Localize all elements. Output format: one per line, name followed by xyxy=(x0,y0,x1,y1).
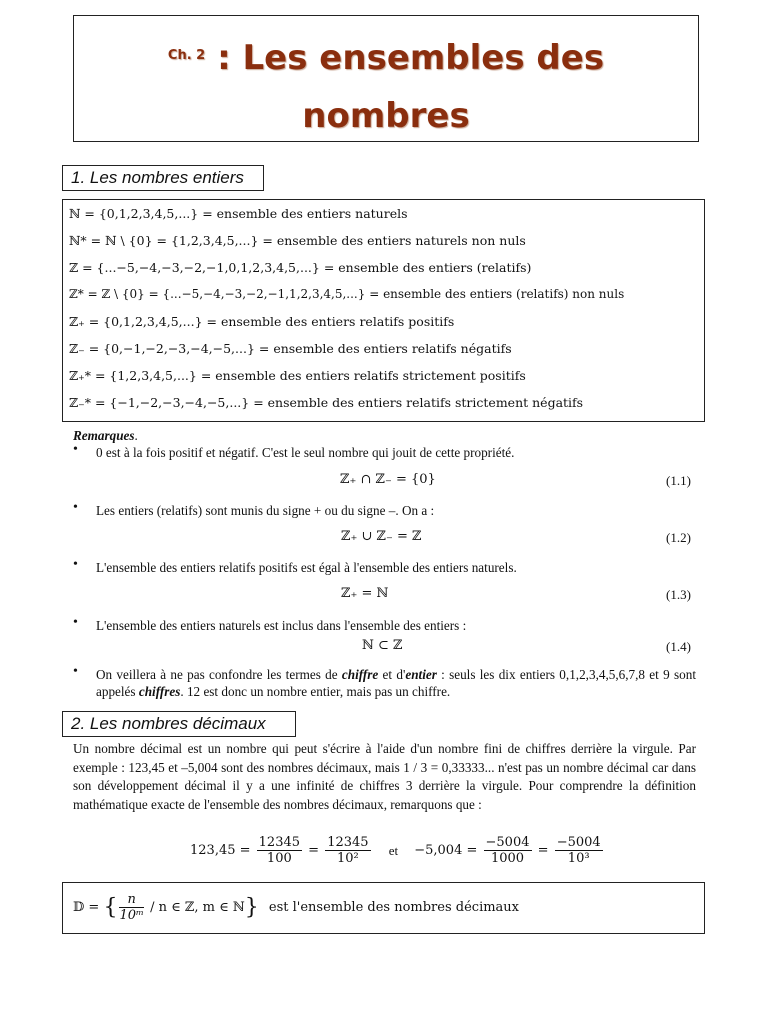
remark-5-part3: : seuls les dix entiers 0,1,2,3,4,5,6,7,8 et 9 sont appelés xyxy=(96,667,696,699)
term-chiffre: chiffre xyxy=(341,667,379,682)
decimal-fraction xyxy=(119,892,144,923)
remark-5-text xyxy=(96,666,696,700)
equals-sign: = xyxy=(308,843,320,858)
chapter-title-line2: nombres xyxy=(302,96,470,136)
fraction-2-den: 10² xyxy=(337,851,359,866)
def-integers: ℤ = {...−5,−4,−3,−2,−1,0,1,2,3,4,5,...} = ensemble des entiers (relatifs) xyxy=(69,260,532,275)
fraction-4 xyxy=(555,835,603,866)
equation-1-4: ℕ ⊂ ℤ xyxy=(362,638,403,653)
decimal-set-box xyxy=(62,882,705,934)
def-strictly-negative: ℤ₋* = {−1,−2,−3,−4,−5,...} = ensemble des entiers relatifs strictement négatifs xyxy=(69,395,584,410)
bullet-icon: • xyxy=(73,500,78,515)
bullet-icon: • xyxy=(73,442,78,457)
fraction-2-num: 12345 xyxy=(327,835,369,850)
fraction-3-num: −5004 xyxy=(485,835,530,850)
def-negative-integers: ℤ₋ = {0,−1,−2,−3,−4,−5,...} = ensemble des entiers relatifs négatifs xyxy=(69,341,512,356)
chapter-title-box xyxy=(73,15,699,142)
remarks-label: Remarques xyxy=(73,428,135,443)
remark-5-part4: . 12 est donc un nombre entier, mais pas un chiffre. xyxy=(180,684,451,699)
left-brace: { xyxy=(103,895,118,920)
chapter-number: Ch. 2 xyxy=(167,47,206,63)
et-word: et xyxy=(388,842,399,858)
section2-title: 2. Les nombres décimaux xyxy=(62,711,296,737)
equation-1-2: ℤ₊ ∪ ℤ₋ = ℤ xyxy=(341,529,422,544)
bullet-icon: • xyxy=(73,557,78,572)
example-left: 123,45 = xyxy=(190,843,251,858)
def-strictly-positive: ℤ₊* = {1,2,3,4,5,...} = ensemble des entiers relatifs strictement positifs xyxy=(69,368,526,383)
remark-2-text: Les entiers (relatifs) sont munis du signe + ou du signe –. On a : xyxy=(96,503,435,518)
equation-1-3-number: (1.3) xyxy=(666,587,691,602)
chapter-title-text: : Les ensembles des xyxy=(217,38,605,78)
decimal-fraction-den: 10ᵐ xyxy=(119,908,144,923)
equals-sign: = xyxy=(537,843,549,858)
integer-sets-box xyxy=(62,199,705,422)
decimals-paragraph: Un nombre décimal est un nombre qui peut s'écrire à l'aide d'un nombre fini de chiffres derrière la virgule. Par exemple : 123,45 et –5,004 sont des nombres décimaux, mais 1 / 3 = 0,33333... n'est pas un nombre décimal car dans son développement décimal il y a une infinité de chiffres 3 derrière la virgule. Pour comprendre la définition mathématique exacte de l'ensemble des nombres décimaux, remarquons que : xyxy=(73,741,696,812)
decimal-set-definition xyxy=(73,892,519,923)
fraction-4-num: −5004 xyxy=(556,835,601,850)
term-chiffres: chiffres xyxy=(138,684,181,699)
fraction-1-num: 12345 xyxy=(258,835,301,850)
remark-3-text: L'ensemble des entiers relatifs positifs est égal à l'ensemble des entiers naturels. xyxy=(96,560,517,575)
section1-title: 1. Les nombres entiers xyxy=(62,165,264,191)
def-naturals-nonzero: ℕ* = ℕ \ {0} = {1,2,3,4,5,...} = ensemble des entiers naturels non nuls xyxy=(69,233,526,248)
fraction-1 xyxy=(257,835,302,866)
remark-5-part1: On veillera à ne pas confondre les termes de xyxy=(96,667,342,682)
remark-1-text: 0 est à la fois positif et négatif. C'est le seul nombre qui jouit de cette propriété. xyxy=(96,445,515,460)
fraction-1-den: 100 xyxy=(266,851,292,866)
remarks-heading: Remarques. xyxy=(73,428,138,443)
equation-1-2-number: (1.2) xyxy=(666,530,691,545)
equation-1-3: ℤ₊ = ℕ xyxy=(341,586,389,601)
term-entier: entier xyxy=(405,667,437,682)
right-brace: } xyxy=(244,895,259,920)
decimal-set-symbol: 𝔻 = xyxy=(73,900,100,915)
decimal-example-equation xyxy=(190,835,605,866)
fraction-3 xyxy=(484,835,532,866)
example-right: −5,004 = xyxy=(414,843,478,858)
decimal-condition: / n ∈ ℤ, m ∈ ℕ xyxy=(150,900,245,915)
fraction-3-den: 1000 xyxy=(490,851,525,866)
bullet-icon: • xyxy=(73,664,78,679)
decimal-fraction-num: n xyxy=(119,892,144,908)
remark-4-text: L'ensemble des entiers naturels est inclus dans l'ensemble des entiers : xyxy=(96,618,467,633)
def-naturals: ℕ = {0,1,2,3,4,5,...} = ensemble des entiers naturels xyxy=(69,206,408,221)
decimal-set-text: est l'ensemble des nombres décimaux xyxy=(268,900,520,915)
remark-5-part2: et d' xyxy=(378,667,406,682)
def-positive-integers: ℤ₊ = {0,1,2,3,4,5,...} = ensemble des entiers relatifs positifs xyxy=(69,314,455,329)
chapter-title-line1 xyxy=(74,38,698,80)
equation-1-1-number: (1.1) xyxy=(666,473,691,488)
bullet-icon: • xyxy=(73,615,78,630)
def-integers-nonzero: ℤ* = ℤ \ {0} = {...−5,−4,−3,−2,−1,1,2,3,4,5,...} = ensemble des entiers (relatifs) non nuls xyxy=(69,287,625,301)
equation-1-4-number: (1.4) xyxy=(666,639,691,654)
fraction-4-den: 10³ xyxy=(567,851,590,866)
equation-1-1: ℤ₊ ∩ ℤ₋ = {0} xyxy=(340,472,436,487)
fraction-2 xyxy=(325,835,370,866)
